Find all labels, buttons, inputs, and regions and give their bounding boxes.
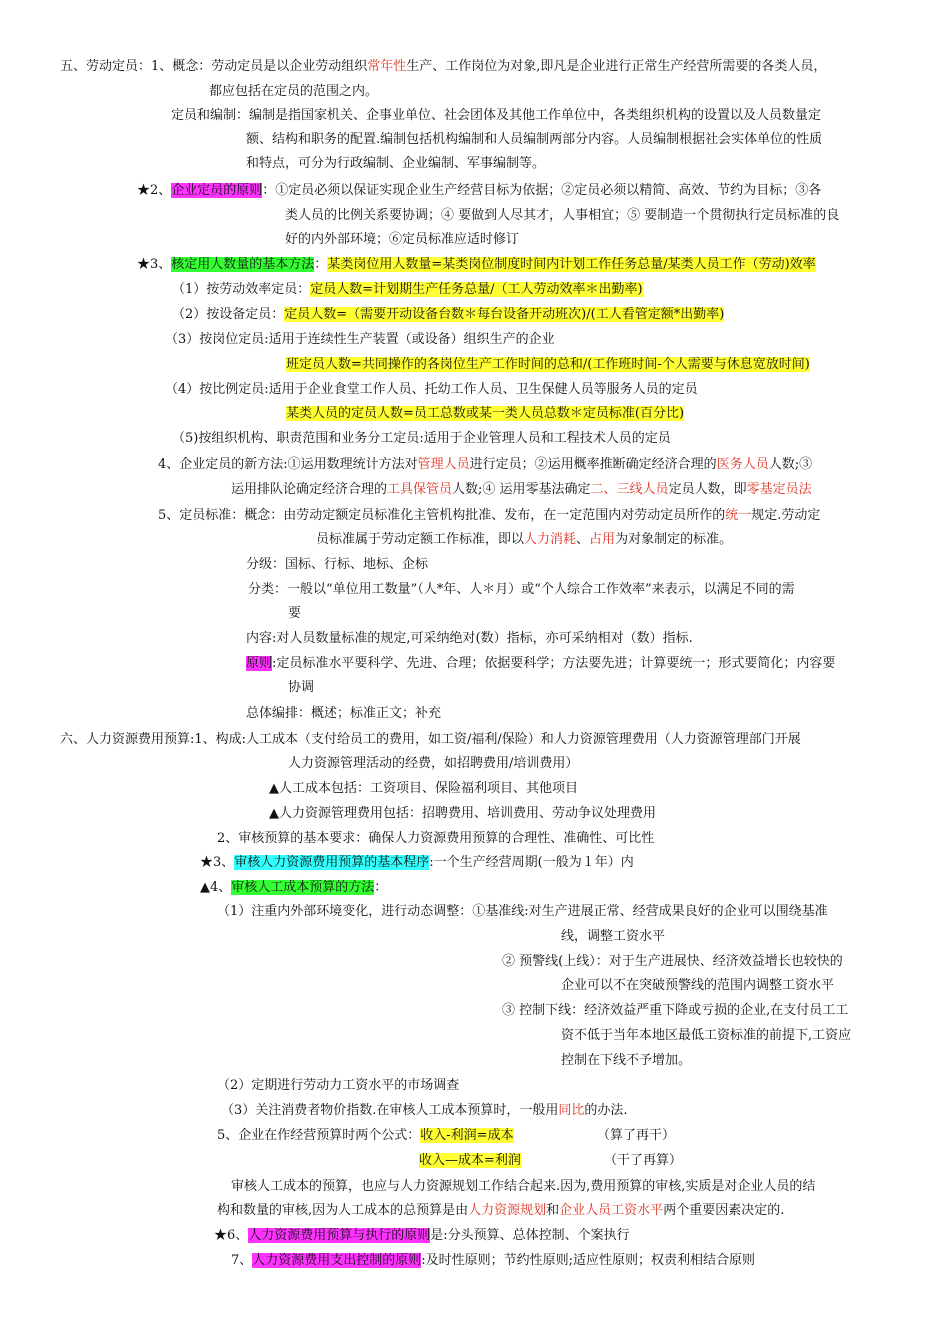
text-segment: 分级：国标、行标、地标、企标 xyxy=(246,557,429,572)
text-segment: 员标准属于劳动定额工作标准，即以 xyxy=(316,532,525,547)
highlighted-text: 常年性 xyxy=(367,59,407,74)
text-segment: 生产、工作岗位为对象,即凡是企业进行正常生产经营所需要的各类人员， xyxy=(406,59,827,74)
text-line xyxy=(246,654,835,674)
highlighted-text: 审核人工成本预算的方法 xyxy=(231,880,375,895)
text-line xyxy=(246,704,441,724)
text-line xyxy=(172,280,643,300)
text-line xyxy=(158,506,820,526)
text-line xyxy=(246,130,822,150)
text-line xyxy=(200,853,634,873)
text-segment: （1）注重内外部环境变化，进行动态调整：①基准线:对生产进展正常、经营成果良好的企业可以围绕基准 xyxy=(217,904,828,919)
highlighted-text: 占用 xyxy=(589,532,616,547)
text-segment: ③ 控制下线：经济效益严重下降或亏损的企业,在支付员工工 xyxy=(502,1003,849,1018)
text-segment: （4）按比例定员:适用于企业食堂工作人员、托幼工作人员、卫生保健人员等服务人员的定员 xyxy=(165,382,698,397)
text-segment: ★2、 xyxy=(137,183,172,198)
highlighted-text: 工具保管员 xyxy=(387,482,453,497)
highlighted-text: 人力资源费用预算与执行的原则 xyxy=(248,1228,431,1243)
highlighted-text: 企业人员工资水平 xyxy=(559,1203,664,1218)
text-line xyxy=(288,678,314,698)
text-line xyxy=(285,230,519,250)
text-line xyxy=(217,902,828,922)
highlighted-text: 核定用人数量的基本方法 xyxy=(171,257,315,272)
highlighted-text: 统一 xyxy=(725,508,752,523)
text-segment: :定员标准水平要科学、先进、合理；依据要科学；方法要先进；计算要统一；形式要简化；内容要 xyxy=(272,656,836,671)
text-segment: 、 xyxy=(576,532,590,547)
text-line xyxy=(604,1151,682,1171)
text-line xyxy=(288,604,301,624)
text-line xyxy=(316,530,732,550)
text-line xyxy=(246,629,693,649)
text-segment: 定员和编制：编制是指国家机关、企事业单位、社会团体及其他工作单位中，各类组织机构的设置以及人员数量定 xyxy=(171,108,822,123)
highlighted-text: 班定员人数=共同操作的各岗位生产工作时间的总和/(工作班时间-个人需要与休息宽放时间) xyxy=(286,357,810,372)
text-segment: 人力资源管理活动的经费，如招聘费用/培训费用） xyxy=(288,756,579,771)
text-line xyxy=(158,455,812,475)
text-segment: :及时性原则；节约性原则;适应性原则；权责利相结合原则 xyxy=(421,1253,756,1268)
text-segment: 资不低于当年本地区最低工资标准的前提下,工资应 xyxy=(561,1028,852,1043)
highlighted-text: 企业定员的原则 xyxy=(171,183,263,198)
text-segment: 总体编排：概述；标准正文；补充 xyxy=(246,706,442,721)
text-segment: 4、企业定员的新方法:①运用数理统计方法对 xyxy=(158,457,418,472)
text-line xyxy=(248,580,795,600)
highlighted-text: 二、三线人员 xyxy=(590,482,669,497)
highlighted-text: 审核人力资源费用预算的基本程序 xyxy=(234,855,430,870)
text-segment: ★3、 xyxy=(137,257,172,272)
text-segment: （算了再干） xyxy=(597,1128,676,1143)
text-segment: ▲4、 xyxy=(200,880,232,895)
highlighted-text: 收入-利润=成本 xyxy=(420,1128,514,1143)
text-segment: 两个重要因素决定的. xyxy=(663,1203,785,1218)
text-line xyxy=(209,82,378,102)
text-segment: 内容:对人员数量标准的规定,可采纳绝对(数）指标，亦可采纳相对（数）指标. xyxy=(246,631,693,646)
text-line xyxy=(172,429,671,449)
text-segment: 控制在下线不予增加。 xyxy=(561,1053,692,1068)
text-line xyxy=(200,878,387,898)
highlighted-text: 人力资源费用支出控制的原则 xyxy=(252,1253,422,1268)
text-segment: 7、 xyxy=(231,1253,253,1268)
text-line xyxy=(269,779,578,799)
text-line xyxy=(561,927,665,947)
text-segment: 5、企业在作经营预算时两个公式： xyxy=(217,1128,421,1143)
text-segment: ： xyxy=(314,257,328,272)
text-line xyxy=(231,480,812,500)
text-line xyxy=(419,1151,521,1171)
text-segment: ：①定员必须以保证实现企业生产经营目标为依据；②定员必须以精简、高效、节约为目标；③各 xyxy=(262,183,822,198)
text-line xyxy=(137,181,821,201)
text-line xyxy=(231,1177,815,1197)
text-line xyxy=(172,305,724,325)
text-line xyxy=(137,255,816,275)
text-line xyxy=(285,206,839,226)
text-segment: ★3、 xyxy=(200,855,235,870)
highlighted-text: 收入—成本=利润 xyxy=(419,1153,521,1168)
highlighted-text: 定员人数=（需要开动设备台数＊每台设备开动班次)/(工人看管定额*出勤率) xyxy=(284,307,725,322)
text-line xyxy=(60,57,826,77)
text-line xyxy=(561,1026,851,1046)
highlighted-text: 管理人员 xyxy=(417,457,470,472)
text-segment: 运用排队论确定经济合理的 xyxy=(231,482,388,497)
text-segment: :一个生产经营周期(一般为１年）内 xyxy=(429,855,634,870)
highlighted-text: 某类岗位用人数量=某类岗位制度时间内计划工作任务总量/某类人员工作（劳动)效率 xyxy=(327,257,816,272)
text-line xyxy=(217,829,654,849)
highlighted-text: 同比 xyxy=(558,1103,585,1118)
text-segment: 企业可以不在突破预警线的范围内调整工资水平 xyxy=(561,978,835,993)
text-segment: （2）定期进行劳动力工资水平的市场调查 xyxy=(217,1078,460,1093)
text-line xyxy=(60,730,801,750)
text-segment: 构和数量的审核,因为人工成本的总预算是由 xyxy=(217,1203,469,1218)
text-segment: 为对象制定的标准。 xyxy=(615,532,733,547)
text-segment: 2、审核预算的基本要求：确保人力资源费用预算的合理性、准确性、可比性 xyxy=(217,831,655,846)
text-line xyxy=(288,754,578,774)
highlighted-text: 人力资源规划 xyxy=(468,1203,547,1218)
text-line xyxy=(217,1126,514,1146)
text-segment: ▲人工成本包括：工资项目、保险福利项目、其他项目 xyxy=(269,781,578,796)
text-segment: 的办法. xyxy=(584,1103,628,1118)
text-line xyxy=(171,106,821,126)
text-segment: 是:分头预算、总体控制、个案执行 xyxy=(430,1228,630,1243)
text-segment: 额、结构和职务的配置.编制包括机构编制和人员编制两部分内容。人员编制根据社会实体单位的性质 xyxy=(246,132,823,147)
text-segment: ★6、 xyxy=(214,1228,249,1243)
text-line xyxy=(561,1051,691,1071)
text-segment: （干了再算） xyxy=(604,1153,683,1168)
text-segment: 好的内外部环境；⑥定员标准应适时修订 xyxy=(285,232,520,247)
text-line xyxy=(502,1001,848,1021)
text-segment: 都应包括在定员的范围之内。 xyxy=(209,84,379,99)
text-segment: （3）按岗位定员:适用于连续性生产装置（或设备）组织生产的企业 xyxy=(165,332,555,347)
highlighted-text: 医务人员 xyxy=(716,457,769,472)
highlighted-text: 定员人数=计划期生产任务总量/（工人劳动效率＊出勤率) xyxy=(310,282,643,297)
text-segment: （3）关注消费者物价指数.在审核人工成本预算时，一般用 xyxy=(221,1103,559,1118)
highlighted-text: 某类人员的定员人数=员工总数或某一类人员总数＊定员标准(百分比) xyxy=(286,406,685,421)
text-segment: 和特点，可分为行政编制、企业编制、军事编制等。 xyxy=(246,156,546,171)
text-line xyxy=(246,555,428,575)
text-segment: 审核人工成本的预算，也应与人力资源规划工作结合起来.因为,费用预算的审核,实质是对企业人员的结 xyxy=(231,1179,816,1194)
text-segment: 规定.劳动定 xyxy=(751,508,821,523)
highlighted-text: 原则 xyxy=(246,656,273,671)
text-line xyxy=(269,804,656,824)
text-segment: 六、人力资源费用预算:1、构成:人工成本（支付给员工的费用，如工资/福利/保险）和人力资源管理费用（人力资源管理部门开展 xyxy=(60,732,801,747)
highlighted-text: 零基定员法 xyxy=(746,482,812,497)
text-segment: 定员人数，即 xyxy=(668,482,747,497)
text-segment: 分类：一般以“单位用工数量”（人*年、人＊月）或“个人综合工作效率”来表示，以满足不同的需 xyxy=(248,582,795,597)
text-segment: 协调 xyxy=(288,680,315,695)
text-line xyxy=(217,1201,784,1221)
text-line xyxy=(286,404,684,424)
text-segment: 类人员的比例关系要协调；④ 要做到人尽其才，人事相宜；⑤ 要制造一个贯彻执行定员标准的良 xyxy=(285,208,840,223)
text-segment: （1）按劳动效率定员： xyxy=(172,282,311,297)
text-line xyxy=(231,1251,755,1271)
text-line xyxy=(217,1076,459,1096)
text-segment: 进行定员；②运用概率推断确定经济合理的 xyxy=(469,457,717,472)
text-line xyxy=(214,1226,630,1246)
text-segment: ： xyxy=(374,880,388,895)
text-line xyxy=(597,1126,675,1146)
text-segment: 要 xyxy=(288,606,302,621)
text-segment: ▲人力资源管理费用包括：招聘费用、培训费用、劳动争议处理费用 xyxy=(269,806,656,821)
text-segment: （5)按组织机构、职责范围和业务分工定员:适用于企业管理人员和工程技术人员的定员 xyxy=(172,431,671,446)
text-segment: 人数;③ xyxy=(768,457,813,472)
text-segment: 和 xyxy=(546,1203,560,1218)
text-segment: （2）按设备定员： xyxy=(172,307,285,322)
text-segment: ② 预警线(上线）：对于生产进展快、经济效益增长也较快的 xyxy=(502,954,843,969)
text-line xyxy=(221,1101,628,1121)
text-line xyxy=(561,976,834,996)
text-segment: 5、定员标准：概念：由劳动定额定员标准化主管机构批准、发布，在一定范围内对劳动定员所作的 xyxy=(158,508,726,523)
text-line xyxy=(165,380,698,400)
text-line xyxy=(165,330,555,350)
text-line xyxy=(246,154,545,174)
text-line xyxy=(286,355,810,375)
text-segment: 线，调整工资水平 xyxy=(561,929,666,944)
text-line xyxy=(502,952,843,972)
text-segment: 五、劳动定员：1、概念：劳动定员是以企业劳动组织 xyxy=(60,59,368,74)
text-segment: 人数;④ 运用零基法确定 xyxy=(452,482,591,497)
highlighted-text: 人力消耗 xyxy=(524,532,577,547)
